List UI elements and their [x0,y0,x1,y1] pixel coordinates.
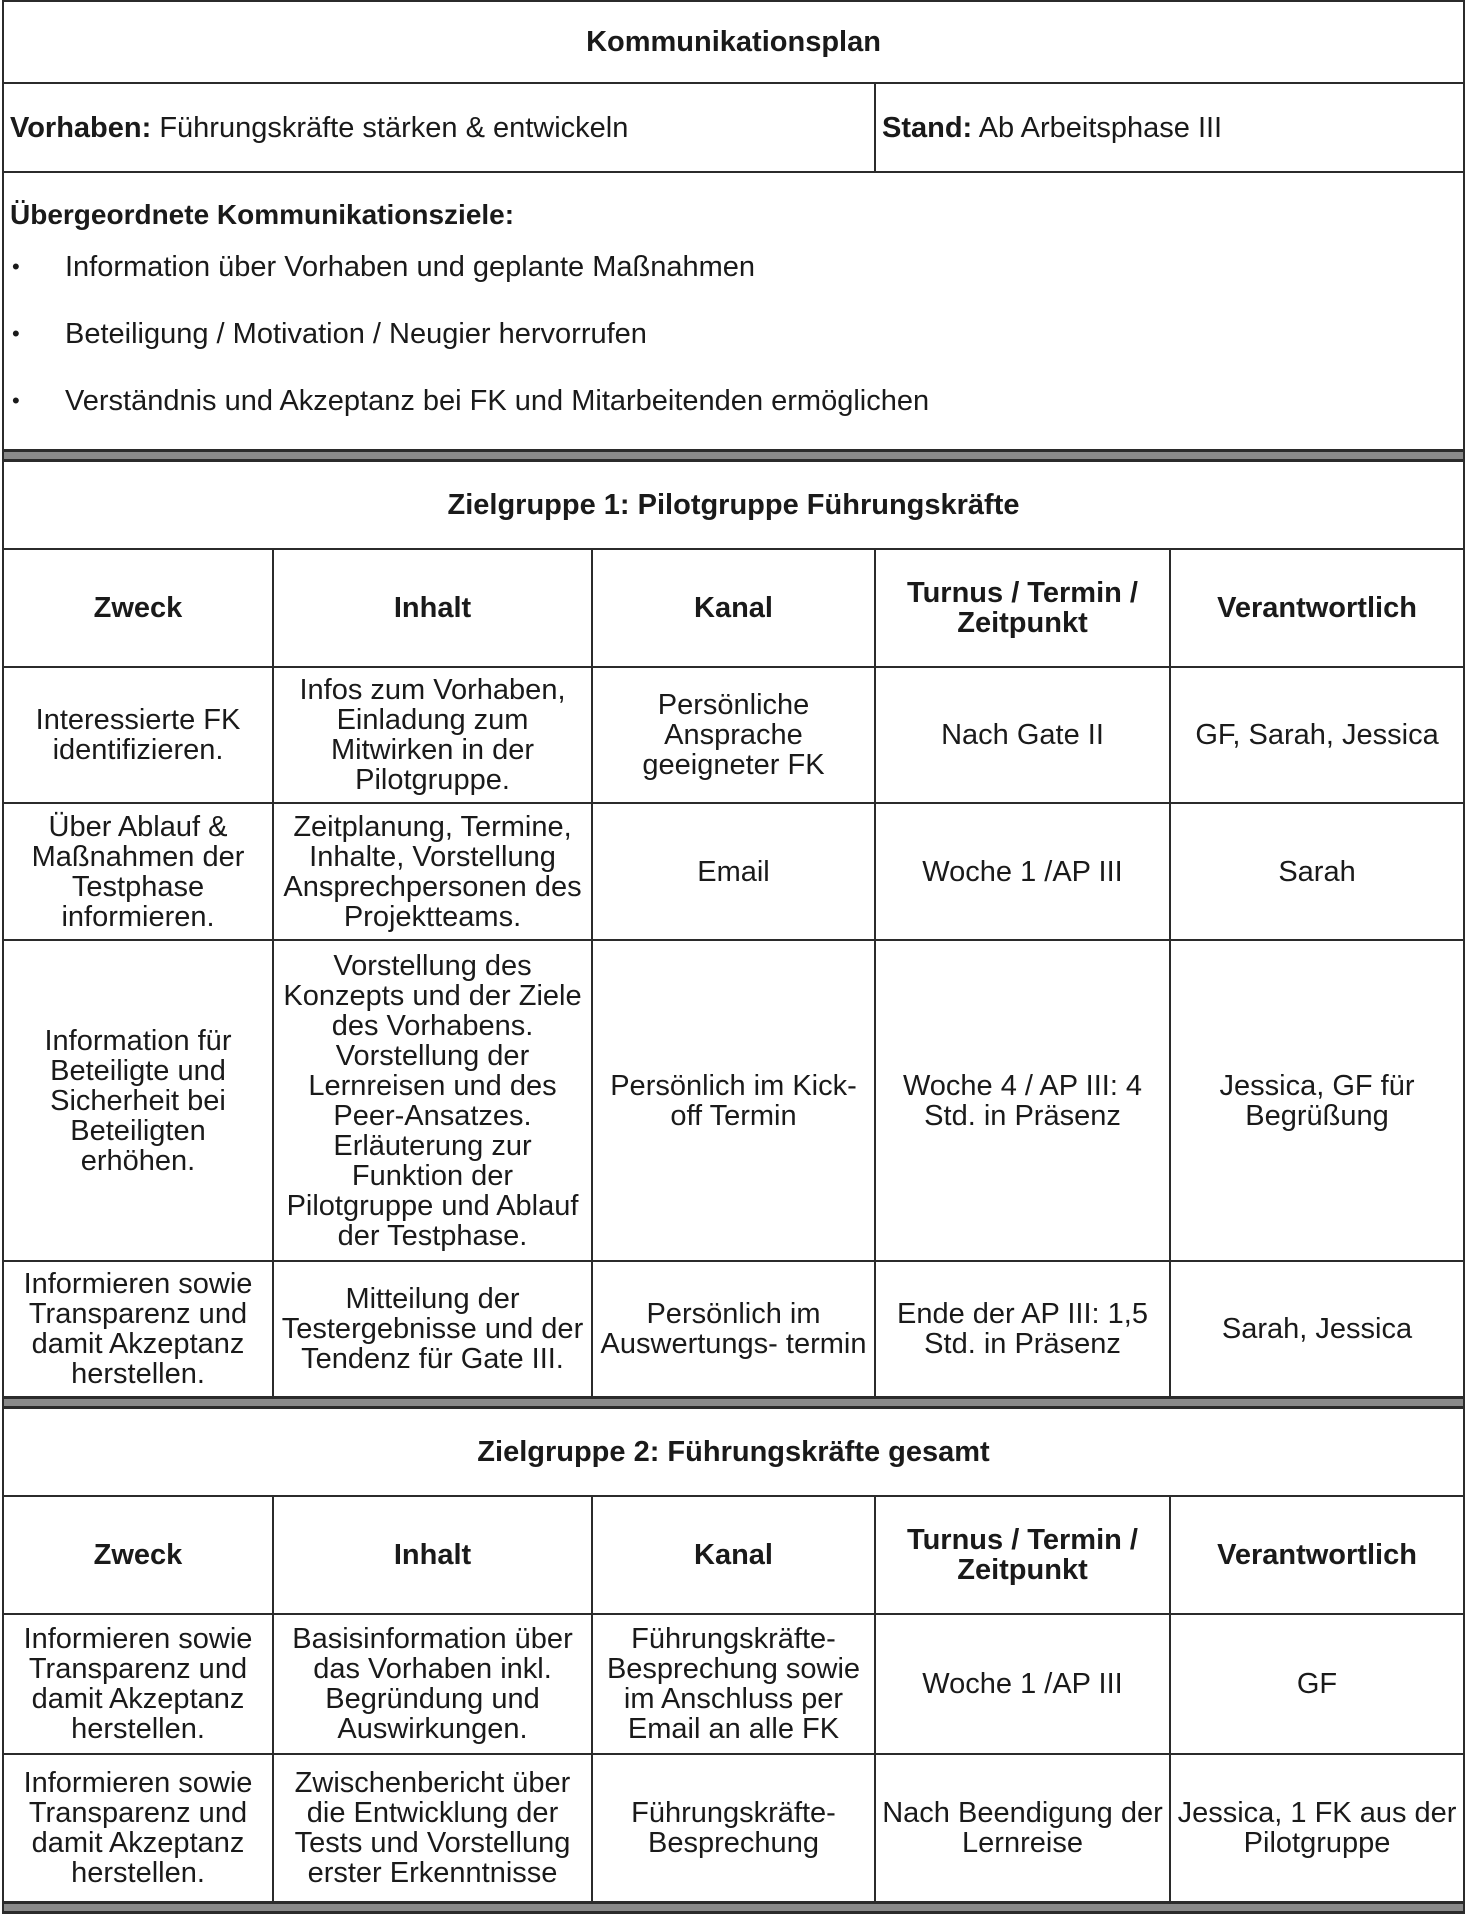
cell-responsible: Jessica, GF für Begrüßung [1170,940,1464,1261]
goal-text: Beteiligung / Motivation / Neugier hervorrufen [65,318,647,350]
project-value: Führungskräfte stärken & entwickeln [159,111,629,144]
cell-purpose: Über Ablauf & Maßnahmen der Testphase informieren. [3,803,273,940]
cell-responsible: Sarah, Jessica [1170,1261,1464,1397]
title-row [3,1,1464,83]
column-header-purpose: Zweck [3,1496,273,1614]
goals-section [3,172,1464,450]
project-label: Vorhaben: [10,111,152,144]
group-2-title-row [3,1407,1464,1496]
column-header-schedule: Turnus / Termin / Zeitpunkt [875,1496,1170,1614]
goal-item [10,385,1457,417]
divider-bar [3,1902,1464,1912]
column-header-channel: Kanal [592,549,875,667]
goals-row [3,172,1464,450]
bullet-icon: • [12,254,20,279]
cell-channel: Persönlich im Kick-off Termin [592,940,875,1261]
communication-plan-table [2,0,1465,1914]
column-header-responsible: Verantwortlich [1170,549,1464,667]
cell-channel: Persönlich im Auswertungs- termin [592,1261,875,1397]
table-row [3,1614,1464,1754]
cell-content: Zwischenbericht über die Entwicklung der Tests und Vorstellung erster Erkenntnisse [273,1754,592,1902]
goal-text: Verständnis und Akzeptanz bei FK und Mitarbeitenden ermöglichen [65,385,930,417]
cell-schedule: Woche 4 / AP III: 4 Std. in Präsenz [875,940,1170,1261]
cell-channel: Führungskräfte- Besprechung [592,1754,875,1902]
status-field [875,83,1464,172]
cell-content: Mitteilung der Testergebnisse und der Tendenz für Gate III. [273,1261,592,1397]
cell-content: Basisinformation über das Vorhaben inkl. Begründung und Auswirkungen. [273,1614,592,1754]
cell-schedule: Nach Gate II [875,667,1170,803]
column-header-channel: Kanal [592,1496,875,1614]
group-2-title: Zielgruppe 2: Führungskräfte gesamt [3,1407,1464,1496]
goals-heading: Übergeordnete Kommunikationsziele: [10,199,515,230]
goal-text: Information über Vorhaben und geplante Maßnahmen [65,251,756,283]
section-divider [3,1902,1464,1912]
cell-content: Infos zum Vorhaben, Einladung zum Mitwirken in der Pilotgruppe. [273,667,592,803]
cell-content: Zeitplanung, Termine, Inhalte, Vorstellung Ansprechpersonen des Projektteams. [273,803,592,940]
column-header-schedule: Turnus / Termin / Zeitpunkt [875,549,1170,667]
group-1-header-row [3,549,1464,667]
column-header-purpose: Zweck [3,549,273,667]
project-row [3,83,1464,172]
column-header-content: Inhalt [273,549,592,667]
cell-purpose: Informieren sowie Transparenz und damit Akzeptanz herstellen. [3,1614,273,1754]
cell-schedule: Ende der AP III: 1,5 Std. in Präsenz [875,1261,1170,1397]
group-1-title-row [3,460,1464,549]
table-row [3,1754,1464,1902]
table-row [3,667,1464,803]
table-row [3,940,1464,1261]
table-row [3,1261,1464,1397]
column-header-responsible: Verantwortlich [1170,1496,1464,1614]
goals-list [10,251,1457,417]
status-value: Ab Arbeitsphase III [978,111,1223,144]
project-field [3,83,875,172]
cell-content: Vorstellung des Konzepts und der Ziele des Vorhabens. Vorstellung der Lernreisen und des Peer-Ansatzes. Erläuterung zur Funktion der Pilotgruppe und Ablauf der Testphase. [273,940,592,1261]
cell-responsible: Jessica, 1 FK aus der Pilotgruppe [1170,1754,1464,1902]
column-header-content: Inhalt [273,1496,592,1614]
cell-schedule: Woche 1 /AP III [875,1614,1170,1754]
table-row [3,803,1464,940]
cell-purpose: Interessierte FK identifizieren. [3,667,273,803]
goal-item [10,251,1457,283]
divider-bar [3,1397,1464,1407]
section-divider [3,1397,1464,1407]
bullet-icon: • [12,321,20,346]
cell-purpose: Informieren sowie Transparenz und damit Akzeptanz herstellen. [3,1261,273,1397]
divider-bar [3,450,1464,460]
status-label: Stand: [882,111,973,144]
cell-channel: Führungskräfte- Besprechung sowie im Anschluss per Email an alle FK [592,1614,875,1754]
goal-item [10,318,1457,350]
cell-channel: Email [592,803,875,940]
cell-channel: Persönliche Ansprache geeigneter FK [592,667,875,803]
cell-responsible: GF [1170,1614,1464,1754]
bullet-icon: • [12,388,20,413]
cell-schedule: Nach Beendigung der Lernreise [875,1754,1170,1902]
section-divider [3,450,1464,460]
cell-purpose: Information für Beteiligte und Sicherheit bei Beteiligten erhöhen. [3,940,273,1261]
group-1-title: Zielgruppe 1: Pilotgruppe Führungskräfte [3,460,1464,549]
cell-responsible: Sarah [1170,803,1464,940]
cell-purpose: Informieren sowie Transparenz und damit Akzeptanz herstellen. [3,1754,273,1902]
cell-responsible: GF, Sarah, Jessica [1170,667,1464,803]
group-2-header-row [3,1496,1464,1614]
document-title: Kommunikationsplan [3,1,1464,83]
cell-schedule: Woche 1 /AP III [875,803,1170,940]
